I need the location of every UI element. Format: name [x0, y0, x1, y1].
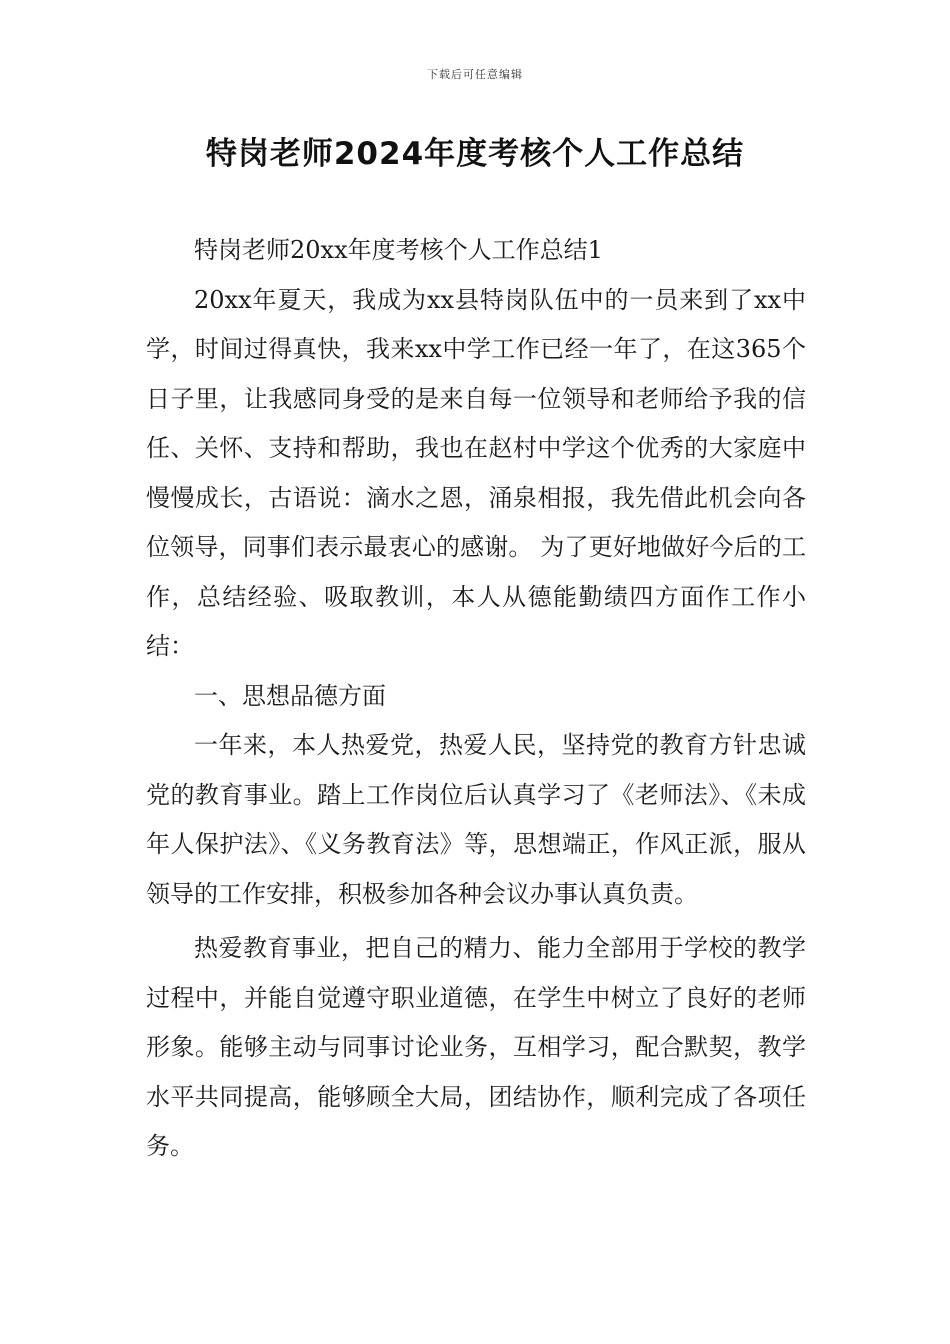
section-heading: 特岗老师20xx年度考核个人工作总结1	[194, 236, 603, 264]
section-heading: 一、思想品德方面	[194, 681, 386, 710]
document-body	[146, 226, 806, 1172]
paragraph: 20xx年夏天，我成为xx县特岗队伍中的一员来到了xx中学，时间过得真快，我来xx中学工作已经一年了，在这365个日子里，让我感同身受的是来自每一位领导和老师给予我的信任、关怀、支持和帮助，我也在赵村中学这个优秀的大家庭中慢慢成长，古语说：滴水之恩，涌泉相报，我先借此机会向各位领导，同事们表示最衷心的感谢。 为了更好地做好今后的工作，总结经验、吸取教训，本人从德能勤绩四方面作工作小结：	[146, 285, 806, 660]
paragraph: 热爱教育事业，把自己的精力、能力全部用于学校的教学过程中，并能自觉遵守职业道德，在学生中树立了良好的老师形象。能够主动与同事讨论业务，互相学习，配合默契，教学水平共同提高，能够顾全大局，团结协作，顺利完成了各项任务。	[146, 934, 806, 1160]
document-title: 特岗老师2024年度考核个人工作总结	[205, 136, 745, 172]
header-note: 下载后可任意编辑	[427, 68, 523, 81]
paragraph: 一年来，本人热爱党，热爱人民，坚持党的教育方针忠诚党的教育事业。踏上工作岗位后认真学习了《老师法》、《未成年人保护法》、《义务教育法》等，思想端正，作风正派，服从领导的工作安排，积极参加各种会议办事认真负责。	[146, 731, 806, 908]
